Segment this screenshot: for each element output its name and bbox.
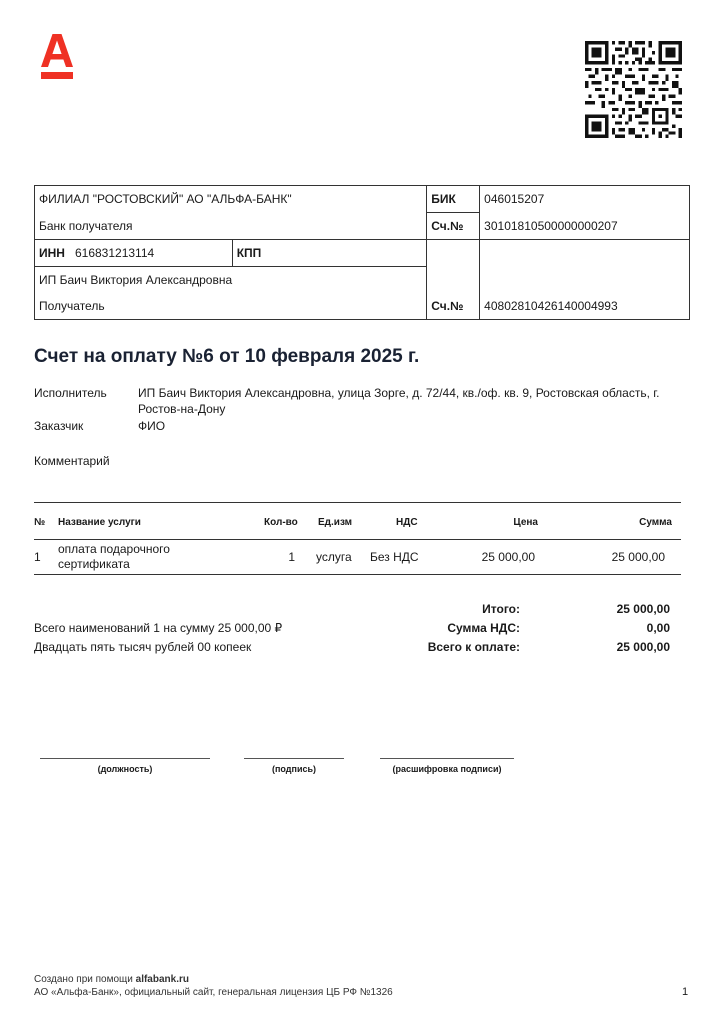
- header-qty: Кол-во: [264, 517, 298, 528]
- executor-label: Исполнитель: [34, 386, 107, 400]
- invoice-title: Счет на оплату №6 от 10 февраля 2025 г.: [34, 346, 420, 367]
- header-num: №: [34, 517, 46, 528]
- table-top-divider: [34, 502, 681, 503]
- amount-due-value: 25 000,00: [616, 640, 670, 654]
- inn-label: ИНН: [39, 246, 65, 260]
- header-sum: Сумма: [639, 517, 672, 528]
- customer-label: Заказчик: [34, 419, 84, 433]
- comment-label: Комментарий: [34, 454, 110, 468]
- kpp-cell: [232, 240, 427, 267]
- header-unit: Ед.изм: [318, 517, 353, 528]
- account-value: 40802810426140004993: [480, 293, 690, 320]
- page-number: 1: [682, 986, 689, 998]
- account-label-spacer: [427, 240, 480, 294]
- row-sum: 25 000,00: [611, 550, 665, 564]
- items-count-summary: Всего наименований 1 на сумму 25 000,00 ₽: [34, 621, 283, 635]
- alfabank-link[interactable]: alfabank.ru: [135, 974, 189, 985]
- signature-label: (подпись): [271, 764, 317, 774]
- amount-due-label: Всего к оплате:: [427, 640, 520, 654]
- account-value-spacer: [480, 240, 690, 294]
- corr-account-value: 30101810500000000207: [480, 213, 690, 240]
- recipient-label: Получатель: [35, 293, 427, 320]
- row-name: оплата подарочного сертификата: [58, 542, 170, 571]
- header-vat: НДС: [396, 517, 418, 528]
- row-price: 25 000,00: [481, 550, 535, 564]
- corr-account-label: Сч.№: [427, 213, 480, 240]
- executor-value: ИП Баич Виктория Александровна, улица Зорге, д. 72/44, кв./оф. кв. 9, Ростовская область, г. Ростов-на-Дону: [138, 386, 660, 416]
- row-qty: 1: [288, 550, 295, 564]
- row-num: 1: [34, 550, 41, 564]
- total-label: Итого:: [482, 602, 520, 616]
- kpp-label: КПП: [236, 246, 262, 260]
- bik-value: 046015207: [480, 186, 690, 213]
- vat-total-label: Сумма НДС:: [447, 621, 520, 635]
- account-label: Сч.№: [427, 293, 480, 320]
- row-unit: услуга: [316, 550, 352, 564]
- qr-code-icon: [585, 41, 682, 138]
- vat-total-value: 0,00: [646, 621, 670, 635]
- created-with: [34, 974, 189, 985]
- total-value: 25 000,00: [616, 602, 670, 616]
- inn-value: 616831213114: [74, 246, 155, 260]
- inn-cell: [35, 240, 233, 267]
- table-header-divider: [34, 539, 681, 540]
- bank-name: ФИЛИАЛ "РОСТОВСКИЙ" АО "АЛЬФА-БАНК": [35, 186, 427, 213]
- table-bottom-divider: [34, 574, 681, 575]
- signature-decode-label: (расшифровка подписи): [392, 764, 502, 774]
- created-prefix: Создано при помощи: [34, 974, 136, 985]
- customer-value: ФИО: [138, 419, 166, 433]
- bik-label: БИК: [427, 186, 480, 213]
- alfa-bank-logo-icon: [40, 34, 74, 82]
- row-vat: Без НДС: [370, 550, 419, 564]
- position-label: (должность): [97, 764, 153, 774]
- signature-line: [244, 758, 344, 759]
- license-text: АО «Альфа-Банк», официальный сайт, генеральная лицензия ЦБ РФ №1326: [34, 987, 393, 998]
- signature-decode-line: [380, 758, 514, 759]
- bank-label: Банк получателя: [35, 213, 427, 240]
- recipient-name: ИП Баич Виктория Александровна: [35, 267, 427, 294]
- header-name: Название услуги: [58, 517, 141, 528]
- position-signature-line: [40, 758, 210, 759]
- header-price: Цена: [513, 517, 538, 528]
- amount-in-words: Двадцать пять тысяч рублей 00 копеек: [34, 640, 252, 654]
- bank-details-table: [34, 185, 690, 320]
